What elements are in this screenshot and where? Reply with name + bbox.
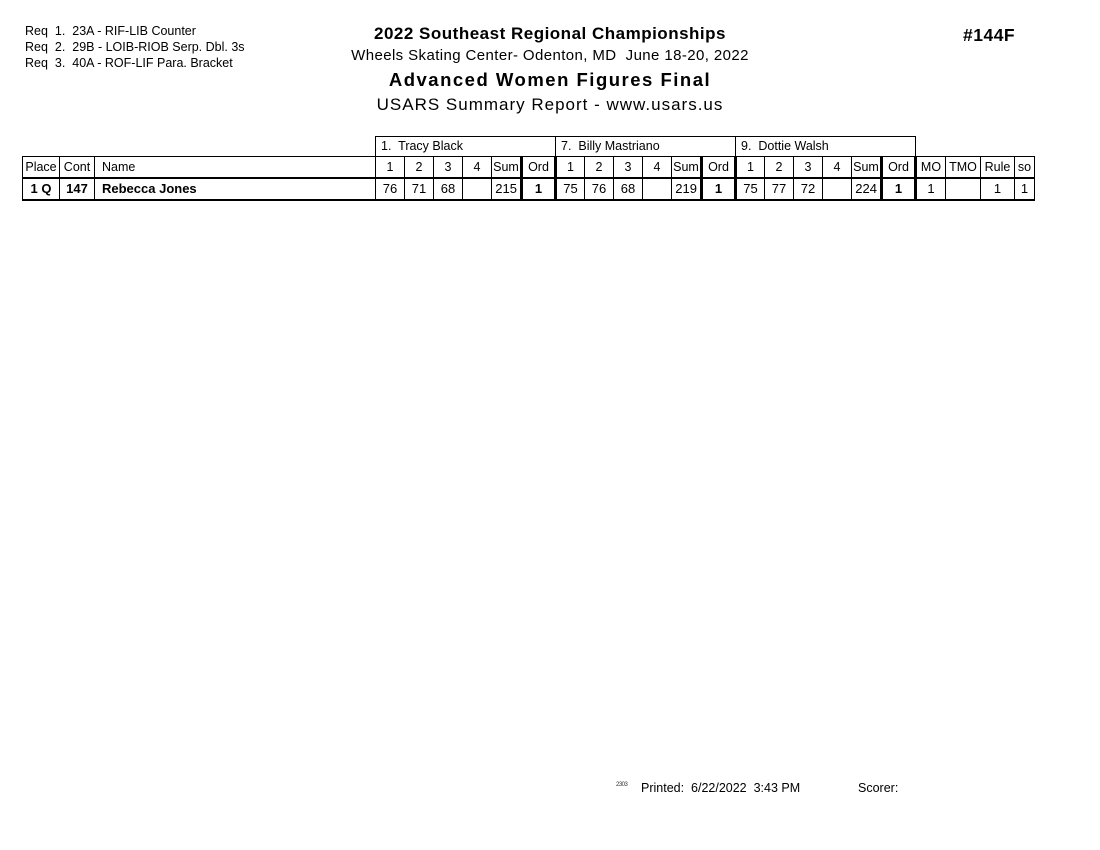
cell-mo: 1 xyxy=(916,178,946,200)
table-spacer xyxy=(23,137,376,157)
print-version: 2303 xyxy=(616,782,628,788)
event-name: Advanced Women Figures Final xyxy=(388,69,712,90)
results-table-wrapper xyxy=(22,136,1035,201)
championship-title: 2022 Southeast Regional Championships xyxy=(374,24,726,43)
scorer-label: Scorer: xyxy=(858,781,899,795)
col-header-ord: Ord xyxy=(522,157,556,179)
venue-line: Wheels Skating Center- Odenton, MD June 18-20, 2022 xyxy=(351,47,749,64)
requirement-item: Req 3. 40A - ROF-LIF Para. Bracket xyxy=(25,55,233,70)
table-spacer xyxy=(916,137,1035,157)
printed-timestamp: Printed: 6/22/2022 3:43 PM xyxy=(641,781,801,795)
requirement-item: Req 1. 23A - RIF-LIB Counter xyxy=(25,24,196,38)
cell-score: 72 xyxy=(794,178,823,200)
col-header-trial3: 3 xyxy=(794,157,823,179)
cell-score: 75 xyxy=(736,178,765,200)
col-header-trial2: 2 xyxy=(765,157,794,179)
event-number: #144F xyxy=(963,25,1016,45)
cell-score: 75 xyxy=(556,178,585,200)
cell-ord: 1 xyxy=(702,178,736,200)
cell-rule: 1 xyxy=(981,178,1015,200)
cell-score: 71 xyxy=(405,178,434,200)
col-header-sum: Sum xyxy=(492,157,522,179)
col-header-place: Place xyxy=(23,157,60,179)
col-header-trial4: 4 xyxy=(823,157,852,179)
cell-score: 76 xyxy=(585,178,614,200)
cell-score xyxy=(463,178,492,200)
col-header-trial1: 1 xyxy=(376,157,405,179)
cell-so: 1 xyxy=(1015,178,1035,200)
requirement-item: Req 2. 29B - LOIB-RIOB Serp. Dbl. 3s xyxy=(25,39,245,54)
title-block xyxy=(0,0,1100,115)
report-name: USARS Summary Report - www.usars.us xyxy=(376,95,724,114)
col-header-sum: Sum xyxy=(672,157,702,179)
col-header-rule: Rule xyxy=(981,157,1015,179)
table-row xyxy=(23,178,1035,200)
col-header-trial2: 2 xyxy=(585,157,614,179)
col-header-trial3: 3 xyxy=(614,157,643,179)
cell-cont: 147 xyxy=(60,178,95,200)
col-header-trial4: 4 xyxy=(463,157,492,179)
cell-score xyxy=(643,178,672,200)
judge-header-cell: 7. Billy Mastriano xyxy=(556,137,736,157)
col-header-ord: Ord xyxy=(702,157,736,179)
col-header-tmo: TMO xyxy=(946,157,981,179)
col-header-sum: Sum xyxy=(852,157,882,179)
col-header-name: Name xyxy=(95,157,376,179)
cell-sum: 224 xyxy=(852,178,882,200)
cell-tmo xyxy=(946,178,981,200)
col-header-mo: MO xyxy=(916,157,946,179)
col-header-so: so xyxy=(1015,157,1035,179)
col-header-trial1: 1 xyxy=(736,157,765,179)
cell-score: 68 xyxy=(614,178,643,200)
cell-ord: 1 xyxy=(882,178,916,200)
col-header-trial4: 4 xyxy=(643,157,672,179)
col-header-ord: Ord xyxy=(882,157,916,179)
cell-score: 68 xyxy=(434,178,463,200)
cell-sum: 215 xyxy=(492,178,522,200)
cell-score xyxy=(823,178,852,200)
col-header-trial3: 3 xyxy=(434,157,463,179)
cell-score: 77 xyxy=(765,178,794,200)
cell-place: 1 Q xyxy=(23,178,60,200)
cell-name: Rebecca Jones xyxy=(95,178,376,200)
col-header-trial1: 1 xyxy=(556,157,585,179)
cell-score: 76 xyxy=(376,178,405,200)
cell-sum: 219 xyxy=(672,178,702,200)
col-header-cont: Cont xyxy=(60,157,95,179)
results-table xyxy=(22,136,1035,201)
cell-ord: 1 xyxy=(522,178,556,200)
judge-header-cell: 9. Dottie Walsh xyxy=(736,137,916,157)
column-header-row xyxy=(23,157,1035,179)
judges-header-row xyxy=(23,137,1035,157)
col-header-trial2: 2 xyxy=(405,157,434,179)
judge-header-cell: 1. Tracy Black xyxy=(376,137,556,157)
